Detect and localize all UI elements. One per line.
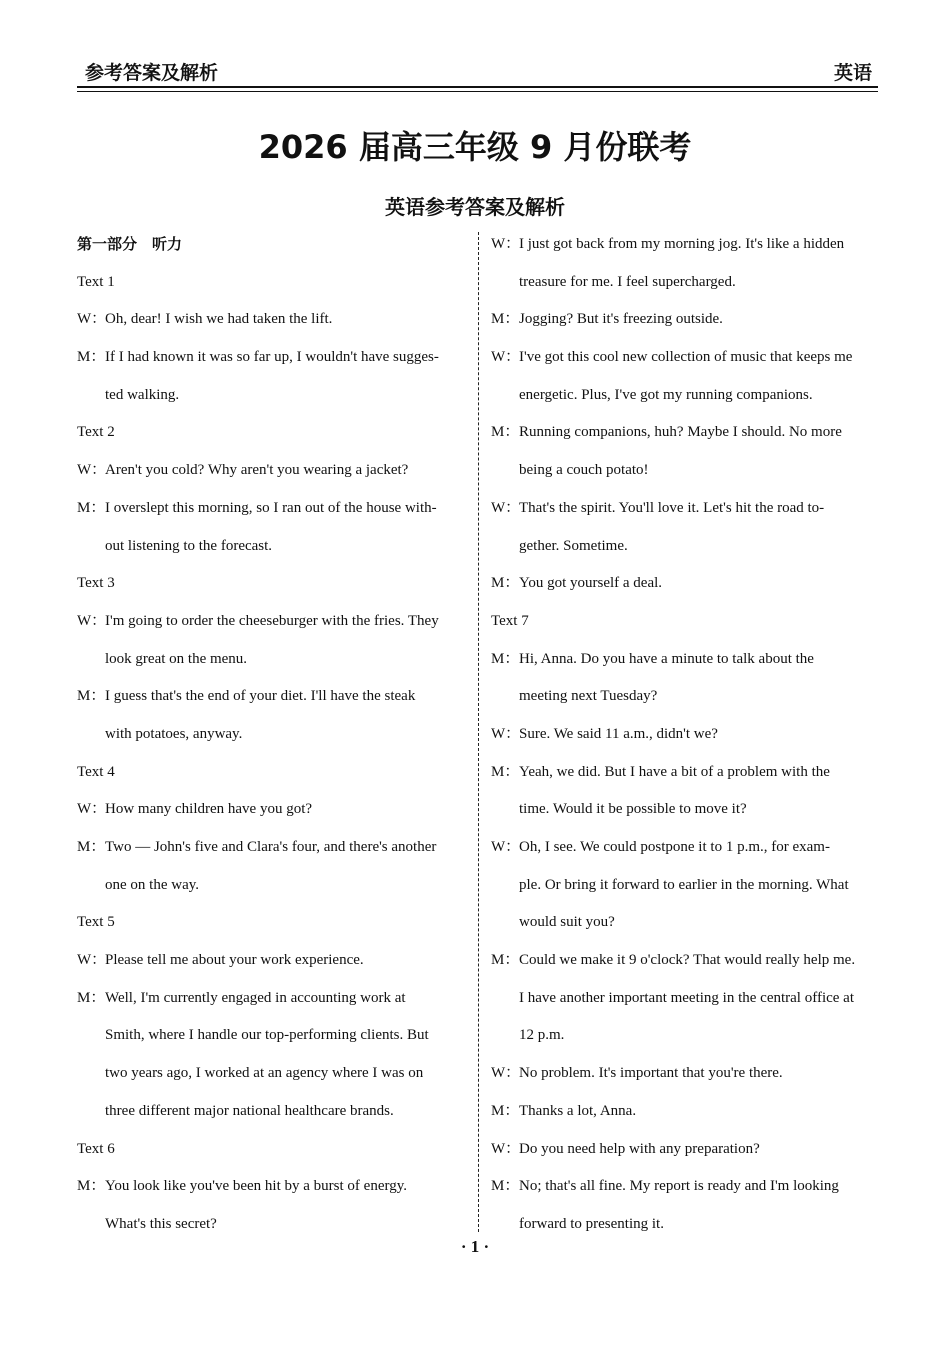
header-rule-thick	[77, 86, 878, 88]
dialogue-text: I'm going to order the cheeseburger with the fries. They	[105, 612, 439, 629]
text-label: Text 6	[77, 1140, 115, 1157]
dialogue-text: Thanks a lot, Anna.	[519, 1102, 637, 1119]
page-number: · 1 ·	[460, 1237, 490, 1256]
header-rule-thin	[77, 91, 878, 92]
dialogue-line	[491, 754, 879, 792]
dialogue-continuation: being a couch potato!	[519, 462, 649, 479]
dialogue-continuation: ted walking.	[105, 386, 180, 403]
dialogue-text: I overslept this morning, so I ran out of the house with-	[105, 499, 437, 516]
dialogue-text: If I had known it was so far up, I wouldn't have sugges-	[105, 349, 439, 366]
speaker-label: M：	[77, 499, 106, 516]
dialogue-continuation: What's this secret?	[105, 1215, 217, 1232]
speaker-label: M：	[491, 952, 520, 969]
dialogue-continuation: one on the way.	[105, 876, 199, 893]
dialogue-line	[491, 301, 879, 339]
dialogue-line	[491, 1055, 879, 1093]
page-header	[77, 56, 878, 86]
speaker-label: M：	[77, 349, 106, 366]
dialogue-continuation: time. Would it be possible to move it?	[519, 801, 747, 818]
dialogue-line	[491, 829, 879, 867]
dialogue-text: Running companions, huh? Maybe I should. No more	[519, 424, 842, 441]
speaker-label: W：	[77, 311, 107, 328]
dialogue-line	[77, 942, 467, 980]
dialogue-continuation: out listening to the forecast.	[105, 537, 273, 554]
column-divider	[478, 232, 479, 1232]
dialogue-line	[491, 339, 879, 377]
dialogue-text: Yeah, we did. But I have a bit of a problem with the	[519, 763, 830, 780]
dialogue-continuation: look great on the menu.	[105, 650, 248, 667]
speaker-label: M：	[491, 763, 520, 780]
dialogue-line	[491, 942, 879, 980]
dialogue-continuation: gether. Sometime.	[519, 537, 628, 554]
dialogue-line	[491, 641, 879, 679]
speaker-label: W：	[491, 349, 521, 366]
dialogue-continuation: forward to presenting it.	[519, 1215, 664, 1232]
text-label: Text 1	[77, 273, 115, 290]
dialogue-line	[77, 490, 467, 528]
speaker-label: W：	[77, 801, 107, 818]
section-heading: 第一部分 听力	[77, 235, 183, 253]
text-label: Text 3	[77, 575, 115, 592]
dialogue-line	[77, 791, 467, 829]
dialogue-text: Two — John's five and Clara's four, and there's another	[105, 839, 437, 855]
speaker-label: W：	[77, 462, 107, 479]
dialogue-continuation: energetic. Plus, I've got my running companions.	[519, 386, 813, 403]
dialogue-line	[77, 678, 467, 716]
dialogue-text: No problem. It's important that you're there.	[519, 1065, 783, 1082]
dialogue-line	[77, 339, 467, 377]
speaker-label: M：	[491, 424, 520, 441]
text-label: Text 5	[77, 914, 115, 931]
dialogue-line	[77, 603, 467, 641]
dialogue-line	[491, 1093, 879, 1131]
dialogue-line	[491, 1131, 879, 1169]
dialogue-text: Could we make it 9 o'clock? That would really help me.	[519, 952, 856, 969]
text-label: Text 7	[491, 612, 529, 629]
dialogue-text: Aren't you cold? Why aren't you wearing a jacket?	[105, 462, 409, 479]
dialogue-line	[491, 490, 879, 528]
dialogue-text: Sure. We said 11 a.m., didn't we?	[519, 725, 718, 742]
dialogue-text: I guess that's the end of your diet. I'll have the steak	[105, 688, 416, 705]
dialogue-continuation: with potatoes, anyway.	[105, 725, 243, 742]
speaker-label: M：	[77, 1178, 106, 1195]
speaker-label: W：	[491, 1065, 521, 1082]
dialogue-text: Well, I'm currently engaged in accounting work at	[105, 989, 406, 1006]
dialogue-continuation: I have another important meeting in the central office at	[519, 989, 855, 1006]
speaker-label: W：	[491, 1140, 521, 1157]
speaker-label: M：	[77, 688, 106, 705]
dialogue-continuation: would suit you?	[519, 914, 615, 931]
dialogue-continuation: Smith, where I handle our top-performing clients. But	[105, 1027, 429, 1044]
speaker-label: W：	[77, 612, 107, 629]
header-left-text: 参考答案及解析	[85, 62, 219, 84]
dialogue-continuation: treasure for me. I feel supercharged.	[519, 273, 736, 290]
dialogue-line	[77, 452, 467, 490]
dialogue-text: You look like you've been hit by a burst of energy.	[105, 1178, 407, 1195]
dialogue-line	[491, 414, 879, 452]
dialogue-continuation: meeting next Tuesday?	[519, 688, 658, 705]
dialogue-text: Oh, dear! I wish we had taken the lift.	[105, 311, 333, 328]
dialogue-line	[77, 980, 467, 1018]
dialogue-line	[491, 226, 879, 264]
speaker-label: W：	[491, 236, 521, 252]
dialogue-line	[491, 716, 879, 754]
speaker-label: M：	[491, 311, 520, 328]
dialogue-continuation: two years ago, I worked at an agency where I was on	[105, 1065, 424, 1082]
dialogue-text: Hi, Anna. Do you have a minute to talk about the	[519, 650, 814, 667]
speaker-label: W：	[491, 839, 521, 855]
speaker-label: W：	[491, 725, 521, 742]
speaker-label: W：	[491, 499, 521, 516]
dialogue-line	[491, 1168, 879, 1206]
document-title: 2026 届高三年级 9 月份联考	[258, 128, 692, 166]
dialogue-line	[77, 829, 467, 867]
right-column	[491, 226, 879, 1244]
text-label: Text 4	[77, 763, 115, 780]
speaker-label: W：	[77, 952, 107, 969]
dialogue-text: You got yourself a deal.	[519, 575, 663, 592]
dialogue-continuation: ple. Or bring it forward to earlier in the morning. What	[519, 876, 849, 893]
text-label: Text 2	[77, 424, 115, 441]
header-subject: 英语	[833, 62, 872, 84]
dialogue-continuation: 12 p.m.	[519, 1027, 565, 1044]
dialogue-text: How many children have you got?	[105, 801, 313, 818]
dialogue-text: No; that's all fine. My report is ready and I'm looking	[519, 1178, 839, 1195]
dialogue-text: Do you need help with any preparation?	[519, 1140, 760, 1157]
document-subtitle: 英语参考答案及解析	[385, 195, 565, 219]
dialogue-text: I just got back from my morning jog. It's like a hidden	[519, 236, 845, 252]
dialogue-text: That's the spirit. You'll love it. Let's hit the road to-	[519, 499, 825, 516]
dialogue-line	[491, 565, 879, 603]
speaker-label: M：	[491, 575, 520, 592]
speaker-label: M：	[491, 1102, 520, 1119]
speaker-label: M：	[77, 989, 106, 1006]
speaker-label: M：	[77, 839, 106, 855]
dialogue-continuation: three different major national healthcare brands.	[105, 1102, 394, 1119]
dialogue-text: Please tell me about your work experience.	[105, 952, 364, 969]
dialogue-text: Jogging? But it's freezing outside.	[519, 311, 723, 328]
dialogue-text: I've got this cool new collection of music that keeps me	[519, 349, 853, 366]
dialogue-line	[77, 301, 467, 339]
left-column	[77, 226, 467, 1244]
dialogue-text: Oh, I see. We could postpone it to 1 p.m., for exam-	[519, 839, 830, 855]
dialogue-line	[77, 1168, 467, 1206]
speaker-label: M：	[491, 650, 520, 667]
speaker-label: M：	[491, 1178, 520, 1195]
